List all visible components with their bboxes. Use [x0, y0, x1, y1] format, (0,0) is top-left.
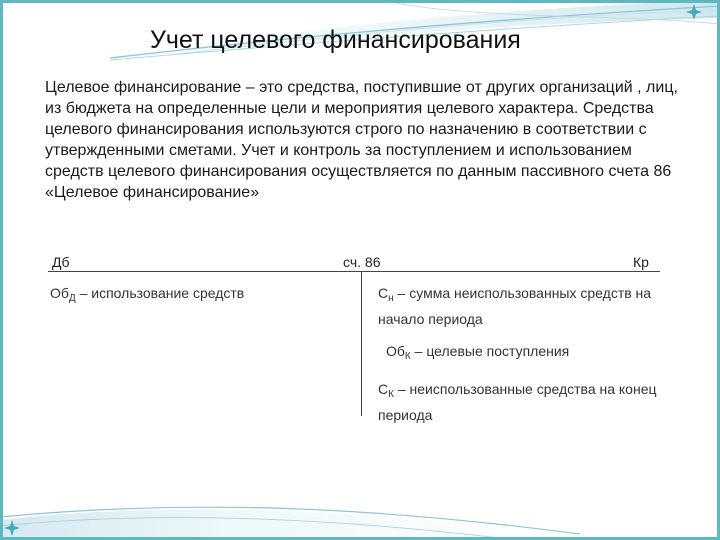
credit-entry-symbol: С	[378, 285, 389, 301]
credit-entry-symbol: С	[378, 381, 389, 397]
credit-entry-subscript: н	[388, 293, 394, 304]
credit-entry-subscript: К	[388, 389, 394, 400]
credit-entry-text: – сумма неиспользованных средств на начало периода	[378, 285, 652, 327]
debit-label: Дб	[52, 254, 70, 270]
slide-title: Учет целевого финансирования	[150, 26, 521, 54]
account-label: сч. 86	[343, 254, 381, 270]
credit-entry-opening-balance	[378, 283, 668, 330]
intro-paragraph: Целевое финансирование – это средства, поступившие от других организаций , лиц, из бюджета на определенные цели и мероприятия целевого характера. Средства целевого финансирования используются строго по назначению в соответствии с утвержденными сметами. Учет и контроль за поступлением и использованием средств целевого финансирования осуществляется по данным пассивного счета 86 «Целевое финансирование»	[45, 79, 678, 201]
debit-entry	[50, 283, 290, 309]
credit-entry-closing-balance	[378, 379, 678, 426]
debit-entry-subscript: Д	[68, 293, 76, 304]
credit-entry-text: – целевые поступления	[410, 343, 570, 359]
debit-entry-text: – использование средств	[75, 285, 245, 301]
debit-entry-symbol: Об	[50, 285, 69, 301]
credit-entry-symbol: Об	[386, 343, 405, 359]
credit-entry-receipts	[386, 341, 676, 367]
t-account-horizontal-line	[48, 271, 660, 272]
t-account-vertical-line	[361, 272, 362, 416]
credit-label: Кр	[633, 254, 649, 270]
credit-entry-text: – неиспользованные средства на конец периода	[378, 381, 657, 423]
credit-entry-subscript: К	[404, 351, 411, 362]
bottom-swoosh	[0, 507, 580, 540]
